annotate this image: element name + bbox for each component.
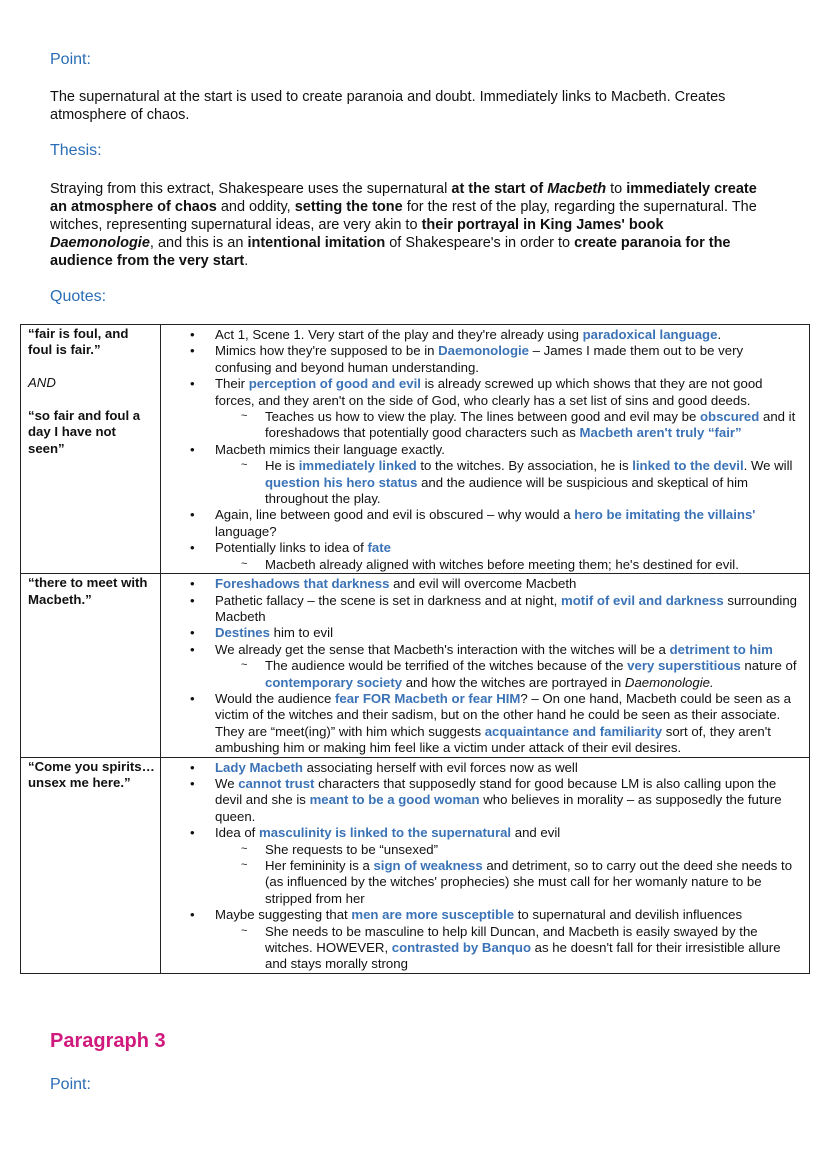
sub-list-item: ~ She requests to be “unsexed” (265, 842, 803, 858)
quote-text: “so fair and foul a day I have not seen” (28, 408, 141, 456)
sub-list-item: ~ The audience would be terrified of the witches because of the very superstitious nature of contemporary society and how the witches are portrayed in Daemonologie. (265, 658, 803, 691)
table-row (21, 325, 810, 574)
quote-text: “Come you spirits… unsex me here.” (28, 758, 155, 790)
list-item: • Potentially links to idea of fate ~ Macbeth already aligned with witches before meeting them; he's destined for evil. (215, 540, 803, 573)
point-label: Point: (50, 1076, 91, 1093)
table-row (21, 574, 810, 757)
list-item: • Again, line between good and evil is obscured – why would a hero be imitating the villains' language? (215, 507, 803, 540)
sub-list-item: ~ He is immediately linked to the witches. By association, he is linked to the devil. We will question his hero status and the audience will be suspicious and skeptical of him throughout the play. (265, 458, 803, 507)
table-row (21, 757, 810, 973)
list-item: • Their perception of good and evil is already screwed up which shows that they are not good forces, and they aren't on the side of God, who clearly has a set list of sins and good deeds. ~ Teaches us how to view the play. The lines between good and evil may be obscured and it foreshadows that potentially good characters such as Macbeth aren't truly “fair” (215, 376, 803, 442)
point-text: The supernatural at the start is used to create paranoia and doubt. Immediately links to Macbeth. Creates atmosphere of chaos. (50, 89, 726, 123)
list-item: • Mimics how they're supposed to be in Daemonologie – James I made them out to be very confusing and beyond human understanding. (215, 343, 803, 376)
quotes-table (20, 324, 810, 974)
list-item: • We cannot trust characters that supposedly stand for good because LM is also calling upon the devil and she is meant to be a good woman who believes in morality – as supposedly the future queen. (215, 776, 803, 825)
list-item: • Maybe suggesting that men are more susceptible to supernatural and devilish influences ~ She needs to be masculine to help kill Duncan, and Macbeth is easily swayed by the witches. HOWEVER, contrasted by Banquo as he doesn't fall for their irresistible allure and stays morally strong (215, 907, 803, 973)
quote-cell (21, 757, 161, 973)
notes-cell (161, 574, 810, 757)
thesis-text: Straying from this extract, Shakespeare uses the supernatural at the start of Macbeth to immediately create an atmosphere of chaos and oddity, setting the tone for the rest of the play, regarding the supernatural. The witches, representing supernatural ideas, are very akin to their portrayal in King James' book Daemonologie, and this is an intentional imitation of Shakespeare's in order to create paranoia for the audience from the very start. (50, 181, 757, 269)
list-item: • Lady Macbeth associating herself with evil forces now as well (215, 760, 803, 776)
sub-list-item: ~ Teaches us how to view the play. The lines between good and evil may be obscured and it foreshadows that potentially good characters such as Macbeth aren't truly “fair” (265, 409, 803, 442)
sub-list-item: ~ She needs to be masculine to help kill Duncan, and Macbeth is easily swayed by the witches. HOWEVER, contrasted by Banquo as he doesn't fall for their irresistible allure and stays morally strong (265, 924, 803, 973)
notes-cell (161, 325, 810, 574)
paragraph-3-heading: Paragraph 3 (50, 1030, 166, 1052)
list-item: • Destines him to evil (215, 625, 803, 641)
list-item: • Macbeth mimics their language exactly. ~ He is immediately linked to the witches. By association, he is linked to the devil. We will question his hero status and the audience will be suspicious and skeptical of him throughout the play. (215, 442, 803, 508)
list-item: • Foreshadows that darkness and evil will overcome Macbeth (215, 576, 803, 592)
sub-list-item: ~ Her femininity is a sign of weakness and detriment, so to carry out the deed she needs to (as influenced by the witches' prophecies) she must call for her womanly nature to be stripped from her (265, 858, 803, 907)
list-item: • Pathetic fallacy – the scene is set in darkness and at night, motif of evil and darkness surrounding Macbeth (215, 593, 803, 626)
list-item: • We already get the sense that Macbeth's interaction with the witches will be a detriment to him ~ The audience would be terrified of the witches because of the very superstitious nature of contemporary society and how the witches are portrayed in Daemonologie. (215, 642, 803, 691)
quote-cell (21, 574, 161, 757)
list-item: • Would the audience fear FOR Macbeth or fear HIM? – On one hand, Macbeth could be seen as a victim of the witches and their sadism, but on the other hand he could be seen as their associate. They are “meet(ing)” with him which suggests acquaintance and familiarity sort of, they aren't ambushing him or making him feel like a victim under attack of their evil desires. (215, 691, 803, 757)
thesis-label: Thesis: (50, 142, 102, 159)
quote-text: “fair is foul, and foul is fair.” (28, 326, 129, 358)
and-text: AND (28, 375, 56, 391)
quote-text: “there to meet with Macbeth.” (28, 575, 148, 607)
quote-cell (21, 325, 161, 574)
list-item: • Act 1, Scene 1. Very start of the play and they're already using paradoxical language. (215, 327, 803, 343)
list-item: • Idea of masculinity is linked to the supernatural and evil ~ She requests to be “unsexed” ~ Her femininity is a sign of weakness and detriment, so to carry out the deed she needs to (as influenced by the witches' prophecies) she must call for her womanly nature to be stripped from her (215, 825, 803, 907)
sub-list-item: ~ Macbeth already aligned with witches before meeting them; he's destined for evil. (265, 557, 803, 573)
point-label: Point: (50, 51, 91, 68)
notes-cell (161, 757, 810, 973)
quotes-label: Quotes: (50, 288, 107, 305)
